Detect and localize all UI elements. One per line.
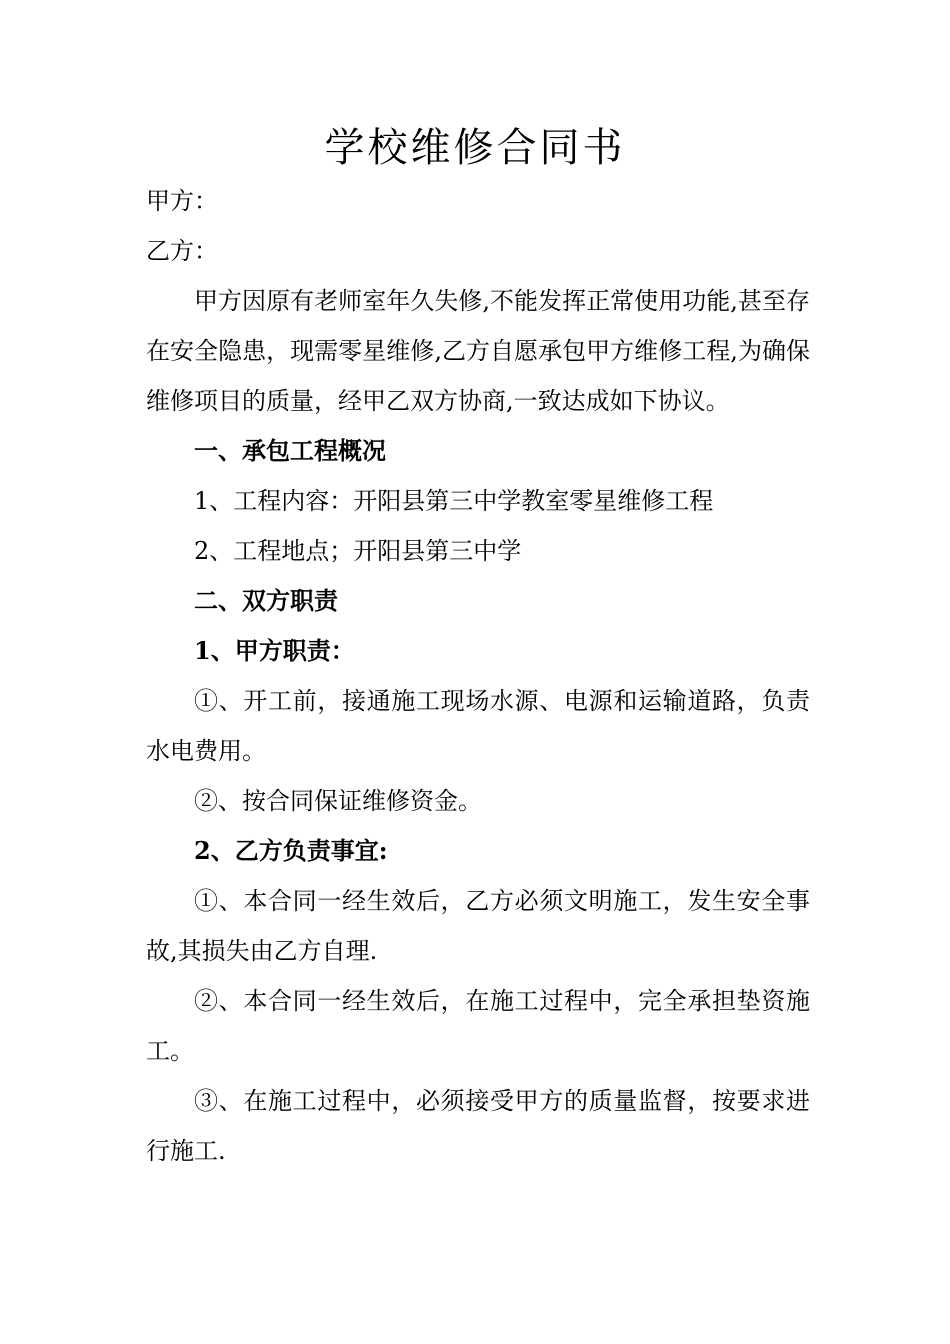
- section-1-item: 2、工程地点；开阳县第三中学: [194, 537, 522, 565]
- document-title: 学校维修合同书: [324, 125, 626, 171]
- party-b-duty-item: ②、本合同一经生效后，在施工过程中，完全承担垫资施工。: [146, 987, 810, 1065]
- section-1-item: 1、工程内容：开阳县第三中学教室零星维修工程: [194, 487, 714, 515]
- party-a-duty-item: ②、按合同保证维修资金。: [194, 787, 482, 815]
- section-2-heading: 二、双方职责: [194, 586, 338, 615]
- party-a-line: 甲方：: [146, 187, 218, 215]
- party-b-line: 乙方：: [146, 237, 218, 265]
- party-a-duty-item: ①、开工前，接通施工现场水源、电源和运输道路，负责水电费用。: [146, 687, 810, 765]
- party-b-duties-heading: 2、乙方负责事宜:: [194, 836, 388, 865]
- party-b-duty-item: ③、在施工过程中，必须接受甲方的质量监督，按要求进行施工.: [146, 1087, 810, 1165]
- document-body: [146, 176, 810, 1176]
- party-b-duty-item: ①、本合同一经生效后，乙方必须文明施工，发生安全事故,其损失由乙方自理.: [146, 887, 810, 965]
- section-1-heading: 一、承包工程概况: [194, 436, 386, 465]
- party-a-duties-heading: 1、甲方职责：: [194, 636, 355, 665]
- preamble-paragraph: 甲方因原有老师室年久失修,不能发挥正常使用功能,甚至存在安全隐患，现需零星维修,乙方自愿承包甲方维修工程,为确保维修项目的质量，经甲乙双方协商,一致达成如下协议。: [146, 287, 810, 415]
